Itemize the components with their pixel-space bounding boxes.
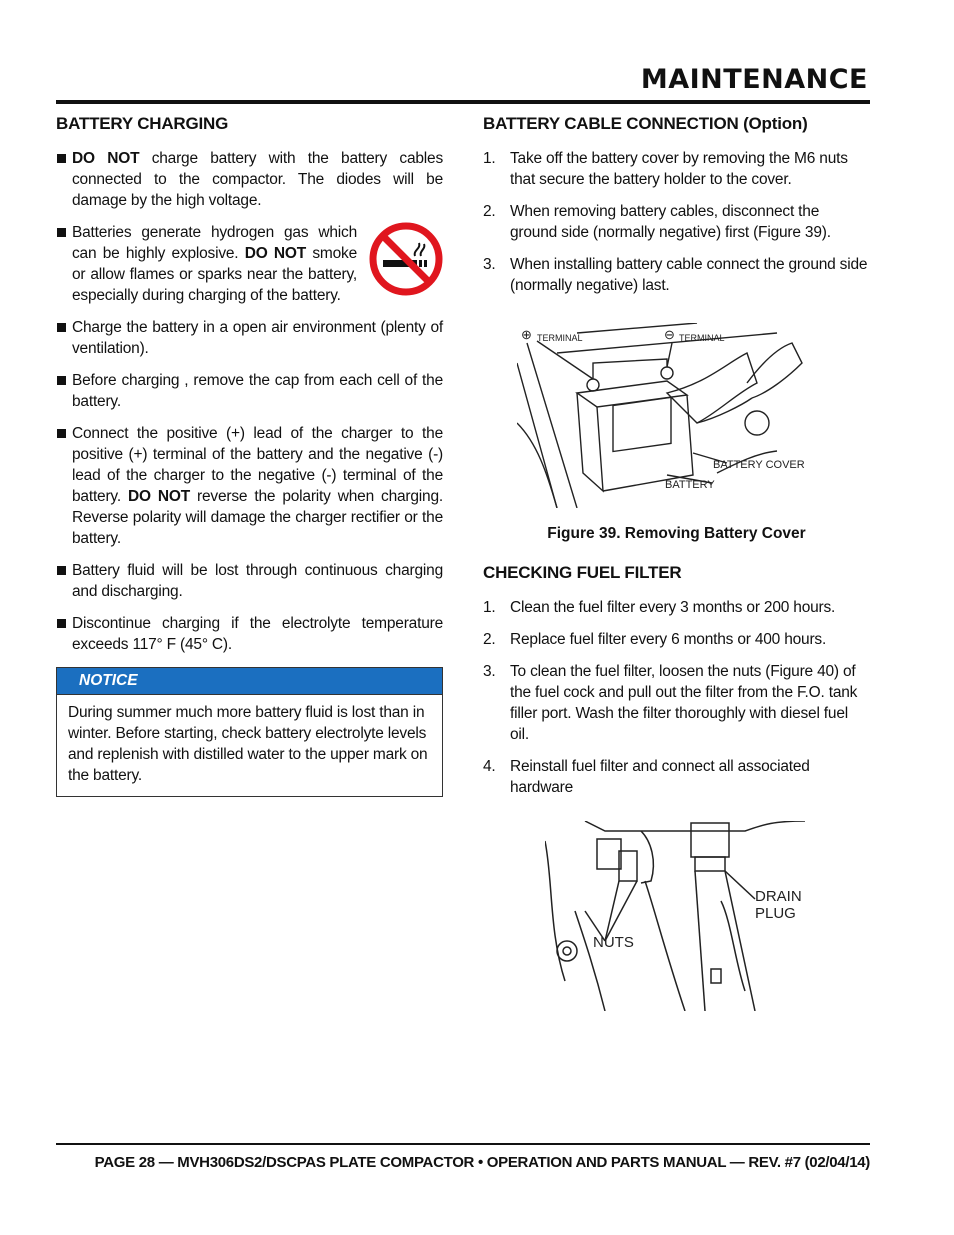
notice-box [56, 667, 443, 797]
step-number: 1. [483, 150, 496, 167]
list-item-text: Battery fluid will be lost through continuous charging and discharging. [72, 562, 443, 600]
battery-charging-list [56, 148, 443, 655]
list-item [56, 613, 443, 655]
list-item-text: reverse the polarity when charging. Reverse polarity will damage the charger rectifier or the battery. [72, 488, 443, 547]
list-item [56, 370, 443, 412]
step-text: Take off the battery cover by removing the M6 nuts that secure the battery holder to the cover. [510, 150, 848, 188]
svg-text:⊖: ⊖ [664, 327, 675, 342]
fuel-filter-steps [483, 597, 870, 798]
plug-label: PLUG [755, 905, 796, 922]
right-column [483, 114, 870, 1016]
emphasis: DO NOT [72, 150, 140, 167]
emphasis: DO NOT [244, 245, 307, 262]
battery-label: BATTERY [665, 479, 715, 491]
step-text: When installing battery cable connect the ground side (normally negative) last. [510, 256, 868, 294]
page-title: MAINTENANCE [640, 64, 868, 95]
step-number: 2. [483, 203, 496, 220]
svg-text:⊕: ⊕ [521, 327, 532, 342]
step-number: 4. [483, 758, 496, 775]
header-rule [56, 100, 870, 104]
battery-cable-heading: BATTERY CABLE CONNECTION (Option) [483, 114, 808, 133]
battery-cover-label: BATTERY COVER [713, 459, 805, 471]
list-item [483, 597, 870, 618]
no-smoking-icon [369, 222, 443, 296]
page-footer: PAGE 28 — MVH306DS2/DSCPAS PLATE COMPACTOR • OPERATION AND PARTS MANUAL — REV. #7 (02/04/14) [94, 1154, 870, 1171]
drain-label: DRAIN [755, 888, 802, 905]
nuts-label: NUTS [593, 934, 634, 951]
step-text: Clean the fuel filter every 3 months or 200 hours. [510, 599, 836, 616]
terminal-label: TERMINAL [679, 333, 725, 343]
fuel-filter-illustration [545, 821, 807, 1011]
terminal-label: TERMINAL [537, 333, 583, 343]
list-item [483, 661, 870, 745]
list-item [56, 148, 443, 211]
list-item-text: Before charging , remove the cap from each cell of the battery. [72, 372, 443, 410]
step-number: 2. [483, 631, 496, 648]
footer-rule [56, 1143, 870, 1145]
list-item [483, 756, 870, 798]
notice-text: During summer much more battery fluid is lost than in winter. Before starting, check battery electrolyte levels and replenish with distilled water to the upper mark on the battery. [68, 704, 428, 784]
list-item-text: Batteries generate hydrogen gas which can be highly explosive. [72, 224, 357, 262]
step-number: 1. [483, 599, 496, 616]
list-item-text: smoke or allow flames or sparks near the battery, especially during charging of the battery. [72, 245, 358, 304]
list-item [483, 254, 870, 296]
notice-label: NOTICE [57, 668, 442, 695]
list-item [483, 629, 870, 650]
list-item-text: charge battery with the battery cables connected to the compactor. The diodes will be damage by the high voltage. [72, 150, 444, 209]
battery-cable-steps [483, 148, 870, 296]
emphasis: DO NOT [127, 488, 190, 505]
list-item-text: Discontinue charging if the electrolyte temperature exceeds 117° F (45° C). [72, 615, 443, 653]
list-item [56, 423, 443, 549]
list-item-text: Charge the battery in a open air environment (plenty of ventilation). [72, 319, 443, 357]
list-item [56, 560, 443, 602]
list-item [483, 148, 870, 190]
step-text: Replace fuel filter every 6 months or 400 hours. [510, 631, 827, 648]
left-column [56, 114, 443, 797]
list-item-text: Connect the positive (+) lead of the charger to the positive (+) terminal of the battery and the negative (-) lead of the charger to the negative (-) terminal of the battery. [72, 425, 443, 505]
fuel-filter-heading: CHECKING FUEL FILTER [483, 563, 682, 582]
list-item [483, 201, 870, 243]
step-number: 3. [483, 663, 496, 680]
step-text: When removing battery cables, disconnect the ground side (normally negative) first (Figure 39). [510, 203, 831, 241]
step-number: 3. [483, 256, 496, 273]
step-text: To clean the fuel filter, loosen the nuts (Figure 40) of the fuel cock and pull out the filter from the F.O. tank filler port. Wash the filter thoroughly with diesel fuel oil. [510, 663, 858, 743]
battery-cover-illustration [517, 323, 817, 508]
battery-charging-heading: BATTERY CHARGING [56, 114, 229, 133]
list-item [56, 222, 443, 306]
figure-caption: Figure 39. Removing Battery Cover [547, 525, 806, 542]
list-item [56, 317, 443, 359]
step-text: Reinstall fuel filter and connect all associated hardware [510, 758, 810, 796]
